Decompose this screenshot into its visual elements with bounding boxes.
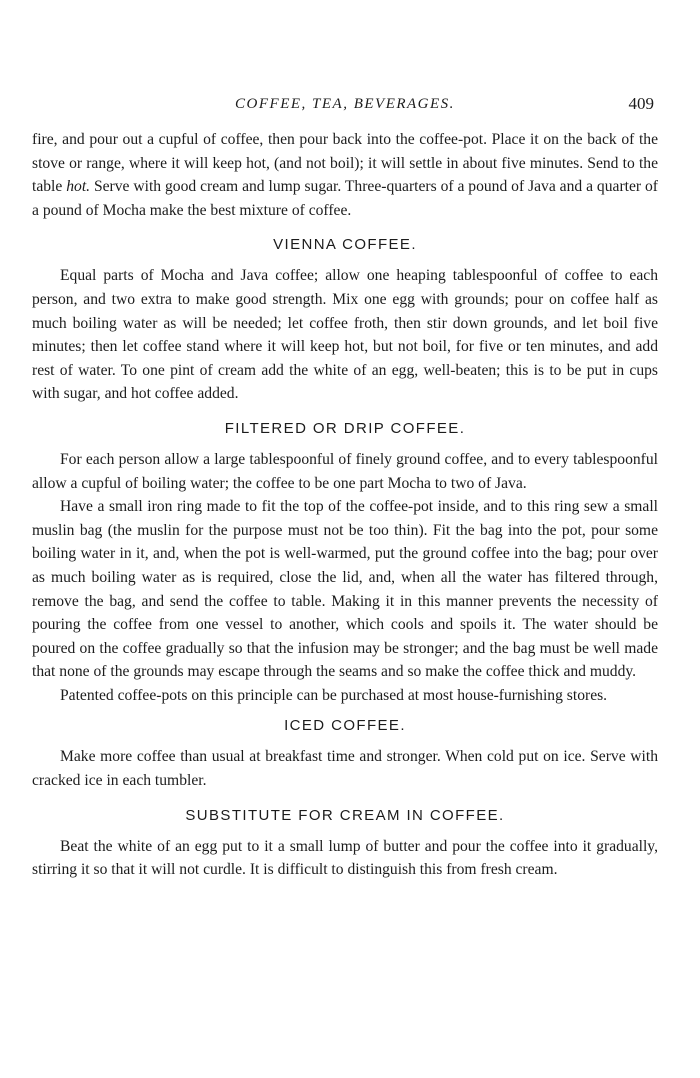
intro-emphasis-hot: hot. bbox=[66, 178, 91, 196]
book-page bbox=[32, 0, 658, 1078]
heading-substitute-cream: SUBSTITUTE FOR CREAM IN COFFEE. bbox=[185, 806, 505, 824]
running-head bbox=[32, 96, 658, 118]
filtered-paragraph-1: For each person allow a large tablespoonful of finely ground coffee, and to every tablespoonful allow a cupful of boiling water; the coffee to be one part Mocha to two of Java. bbox=[32, 450, 658, 492]
heading-iced-coffee: ICED COFFEE. bbox=[284, 717, 406, 735]
vienna-paragraph: Equal parts of Mocha and Java coffee; allow one heaping tablespoonful of coffee to each person, and two extra to make good strength. Mix one egg with grounds; pour on coffee half as much boiling water as will be needed; let coffee froth, then stir down grounds, and let boil five minutes; then let coffee stand where it will keep hot, but not boil, for five or ten minutes, and add rest of water. To one pint of cream add the white of an egg, well-beaten; this is to be put in cups with sugar, and hot coffee added. bbox=[32, 267, 658, 403]
filtered-paragraph-2: Have a small iron ring made to fit the top of the coffee-pot inside, and to this ring sew a small muslin bag (the muslin for the purpose must not be too thin). Fit the bag into the pot, pour some boiling water in it, and, when the pot is well-warmed, put the ground coffee into the bag; pour over as much boiling water as is required, close the lid, and, when all the water has filtered through, remove the bag, and send the coffee to table. Making it in this manner prevents the necessity of pouring the coffee from one vessel to another, which cools and spoils it. The water should be poured on the coffee gradually so that the infusion may be stronger; and the bag must be well made that none of the grounds may escape through the seams and so make the coffee thick and muddy. bbox=[32, 498, 658, 681]
page-content bbox=[32, 128, 658, 882]
heading-vienna-coffee: VIENNA COFFEE. bbox=[273, 236, 417, 254]
intro-text-start: fire, and pour out a cupful of coffee, then pour back into the coffee-pot. Place it on the back of the stove or range, where it will keep hot, (and not boil); it will settle in about five minutes. Send to the table bbox=[32, 131, 658, 196]
page-number: 409 bbox=[628, 94, 654, 113]
intro-text-end: Serve with good cream and lump sugar. Three-quarters of a pound of Java and a quarter of a pound of Mocha make the best mixture of coffee. bbox=[32, 178, 658, 219]
filtered-paragraph-3: Patented coffee-pots on this principle can be purchased at most house-furnishing stores. bbox=[60, 686, 608, 704]
heading-filtered-coffee: FILTERED OR DRIP COFFEE. bbox=[224, 419, 466, 437]
iced-paragraph: Make more coffee than usual at breakfast time and stronger. When cold put on ice. Serve with cracked ice in each tumbler. bbox=[32, 748, 658, 790]
intro-paragraph bbox=[32, 128, 658, 222]
running-title: COFFEE, TEA, BEVERAGES. bbox=[235, 96, 455, 112]
substitute-paragraph: Beat the white of an egg put to it a small lump of butter and pour the coffee into it gradually, stirring it so that it will not curdle. It is difficult to distinguish this from fresh cream. bbox=[32, 837, 658, 879]
